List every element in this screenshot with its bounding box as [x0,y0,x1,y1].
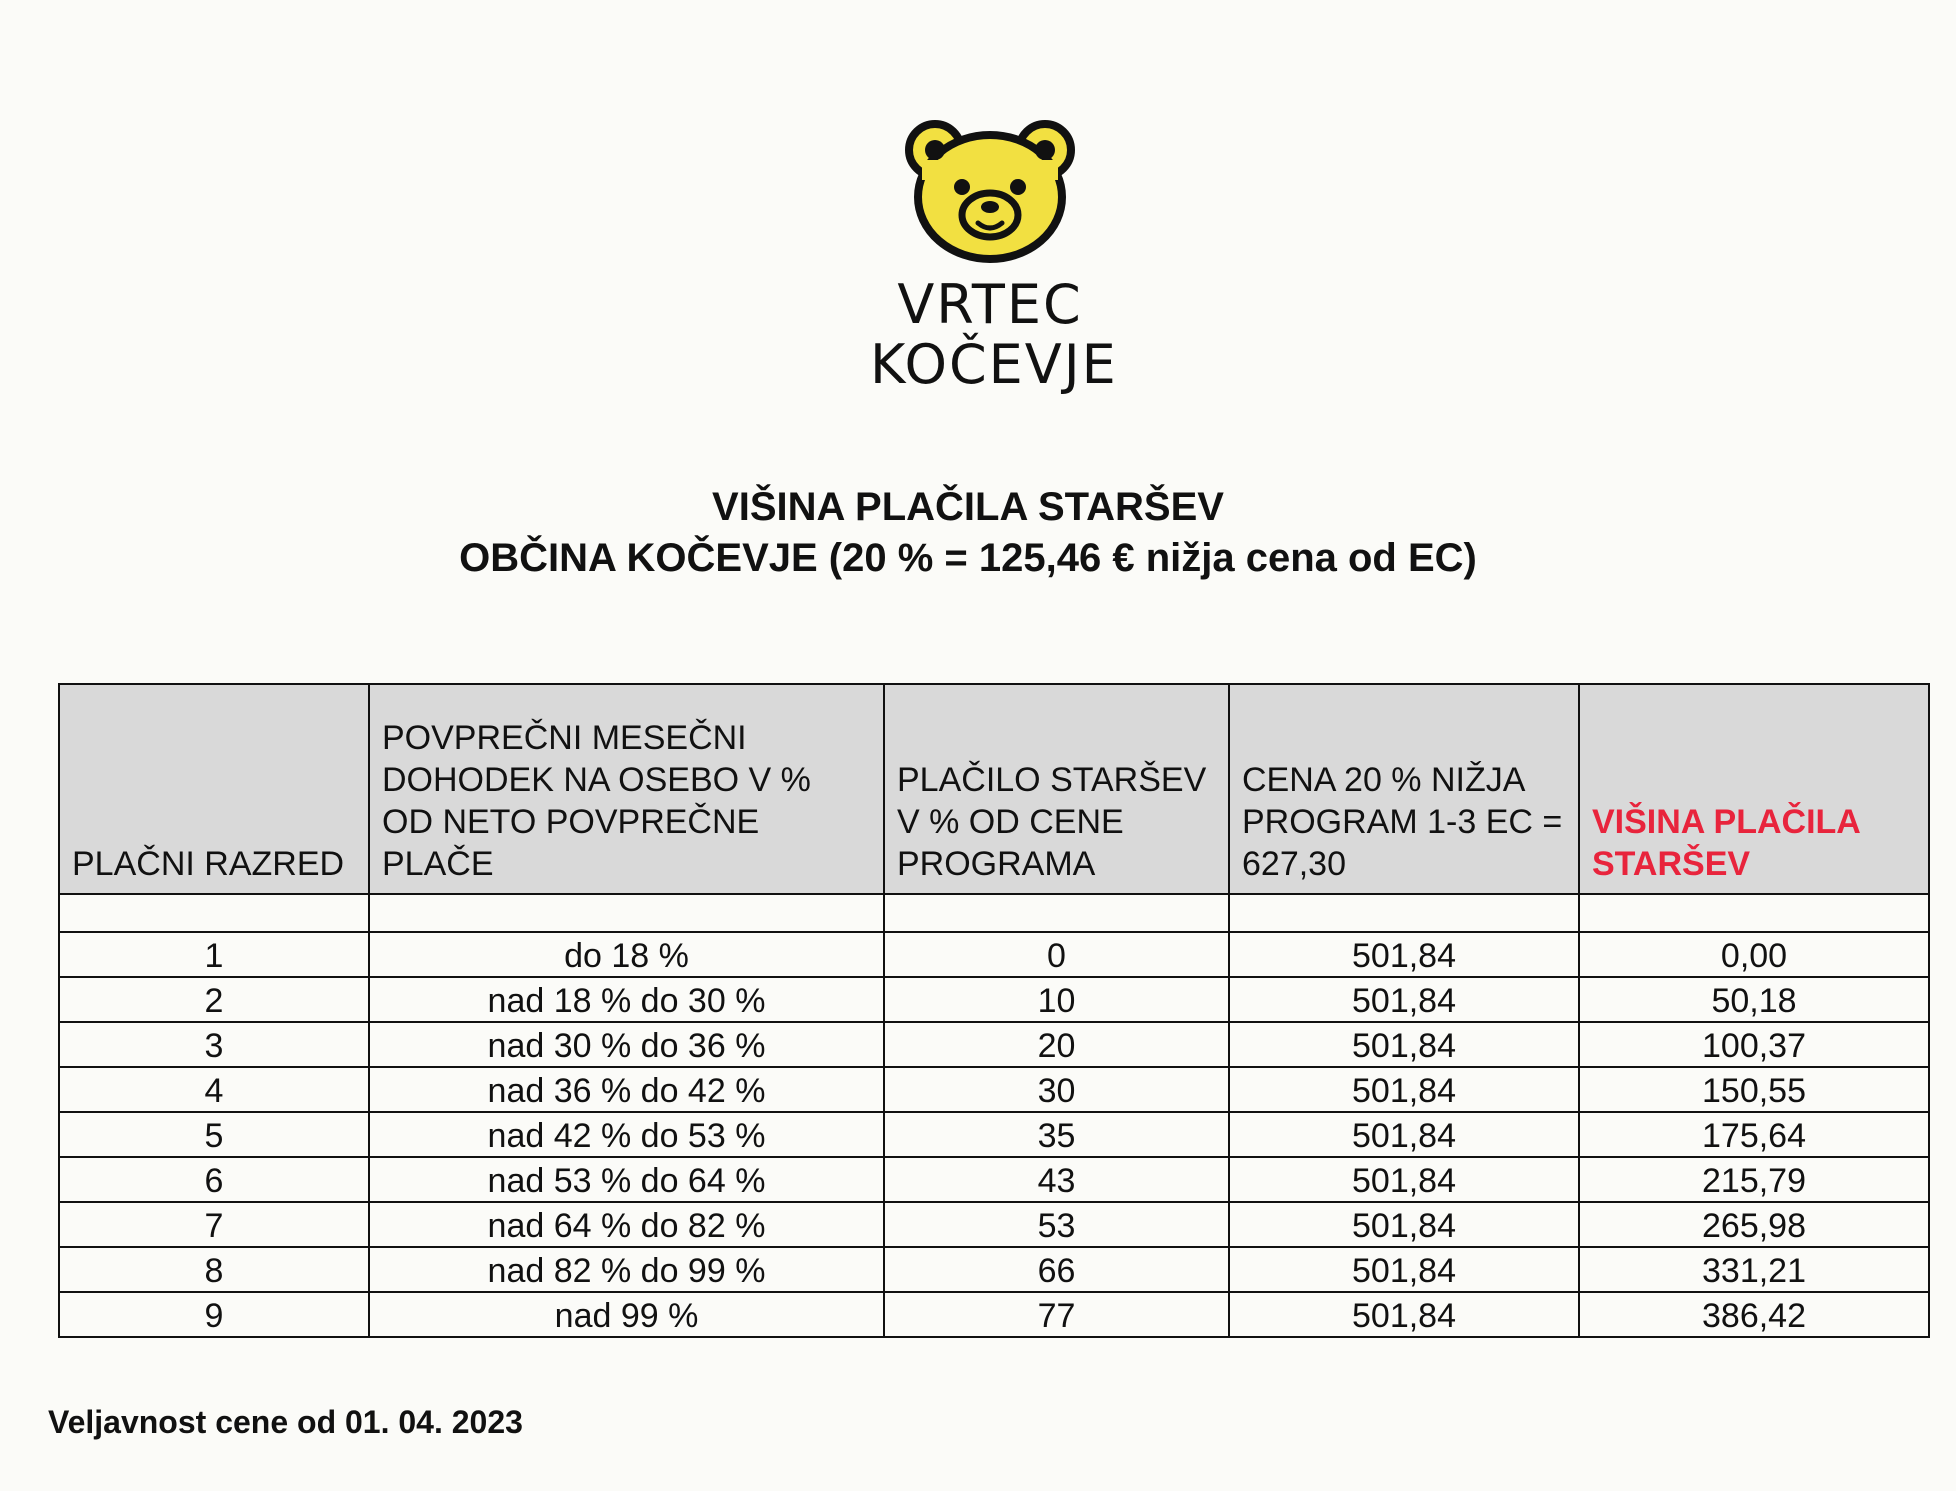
cell-placilo: 265,98 [1579,1202,1929,1247]
cell-razred: 8 [59,1247,369,1292]
cell-cena: 501,84 [1229,932,1579,977]
table-row [59,1022,1929,1067]
cell-razred: 5 [59,1112,369,1157]
cell-odstotek: 35 [884,1112,1229,1157]
cell-odstotek: 53 [884,1202,1229,1247]
cell-dohodek: nad 99 % [369,1292,884,1337]
table-row [59,1292,1929,1337]
cell-razred: 4 [59,1067,369,1112]
cell-placilo: 331,21 [1579,1247,1929,1292]
table-row [59,1067,1929,1112]
cell-cena: 501,84 [1229,1292,1579,1337]
cell-cena: 501,84 [1229,1022,1579,1067]
cell-placilo: 50,18 [1579,977,1929,1022]
cell-razred: 1 [59,932,369,977]
cell-odstotek: 10 [884,977,1229,1022]
cell-odstotek: 20 [884,1022,1229,1067]
cell-odstotek: 0 [884,932,1229,977]
cell-placilo: 386,42 [1579,1292,1929,1337]
cell-placilo: 175,64 [1579,1112,1929,1157]
table-row [59,1157,1929,1202]
cell-cena: 501,84 [1229,1067,1579,1112]
cell-cena: 501,84 [1229,1157,1579,1202]
cell-razred: 6 [59,1157,369,1202]
cell-cena: 501,84 [1229,1202,1579,1247]
cell-cena: 501,84 [1229,1247,1579,1292]
cell-placilo: 150,55 [1579,1067,1929,1112]
table-row [59,1112,1929,1157]
cell-placilo: 100,37 [1579,1022,1929,1067]
cell-dohodek: nad 42 % do 53 % [369,1112,884,1157]
cell-razred: 2 [59,977,369,1022]
table-row [59,932,1929,977]
cell-placilo: 0,00 [1579,932,1929,977]
cell-odstotek: 43 [884,1157,1229,1202]
table-header-row [59,684,1929,894]
validity-note: Veljavnost cene od 01. 04. 2023 [48,1404,523,1440]
cell-odstotek: 30 [884,1067,1229,1112]
cell-razred: 7 [59,1202,369,1247]
table-row-blank [59,894,1929,932]
cell-dohodek: nad 18 % do 30 % [369,977,884,1022]
cell-dohodek: nad 36 % do 42 % [369,1067,884,1112]
cell-dohodek: nad 82 % do 99 % [369,1247,884,1292]
cell-razred: 3 [59,1022,369,1067]
header-dohodek: POVPREČNI MESEČNI DOHODEK NA OSEBO V % OD NETO POVPREČNE PLAČE [369,684,884,894]
logo [870,115,1118,396]
cell-odstotek: 77 [884,1292,1229,1337]
header-cena-program: CENA 20 % NIŽJA PROGRAM 1-3 EC = 627,30 [1229,684,1579,894]
table-row [59,1202,1929,1247]
brand-line-1: VRTEC [897,273,1083,336]
document-title: VIŠINA PLAČILA STARŠEV [712,485,1224,529]
brand-line-2: KOČEVJE [870,333,1118,396]
header-visina-placila: VIŠINA PLAČILA STARŠEV [1579,684,1929,894]
bear-face-icon [900,115,1080,265]
cell-cena: 501,84 [1229,977,1579,1022]
table-row [59,1247,1929,1292]
cell-dohodek: nad 53 % do 64 % [369,1157,884,1202]
document-subtitle: OBČINA KOČEVJE (20 % = 125,46 € nižja cena od EC) [459,536,1477,580]
cell-dohodek: do 18 % [369,932,884,977]
cell-dohodek: nad 30 % do 36 % [369,1022,884,1067]
header-placni-razred: PLAČNI RAZRED [59,684,369,894]
cell-cena: 501,84 [1229,1112,1579,1157]
cell-odstotek: 66 [884,1247,1229,1292]
cell-razred: 9 [59,1292,369,1337]
fee-table [58,683,1930,1338]
header-placilo-odstotek: PLAČILO STARŠEV V % OD CENE PROGRAMA [884,684,1229,894]
table-row [59,977,1929,1022]
cell-dohodek: nad 64 % do 82 % [369,1202,884,1247]
cell-placilo: 215,79 [1579,1157,1929,1202]
